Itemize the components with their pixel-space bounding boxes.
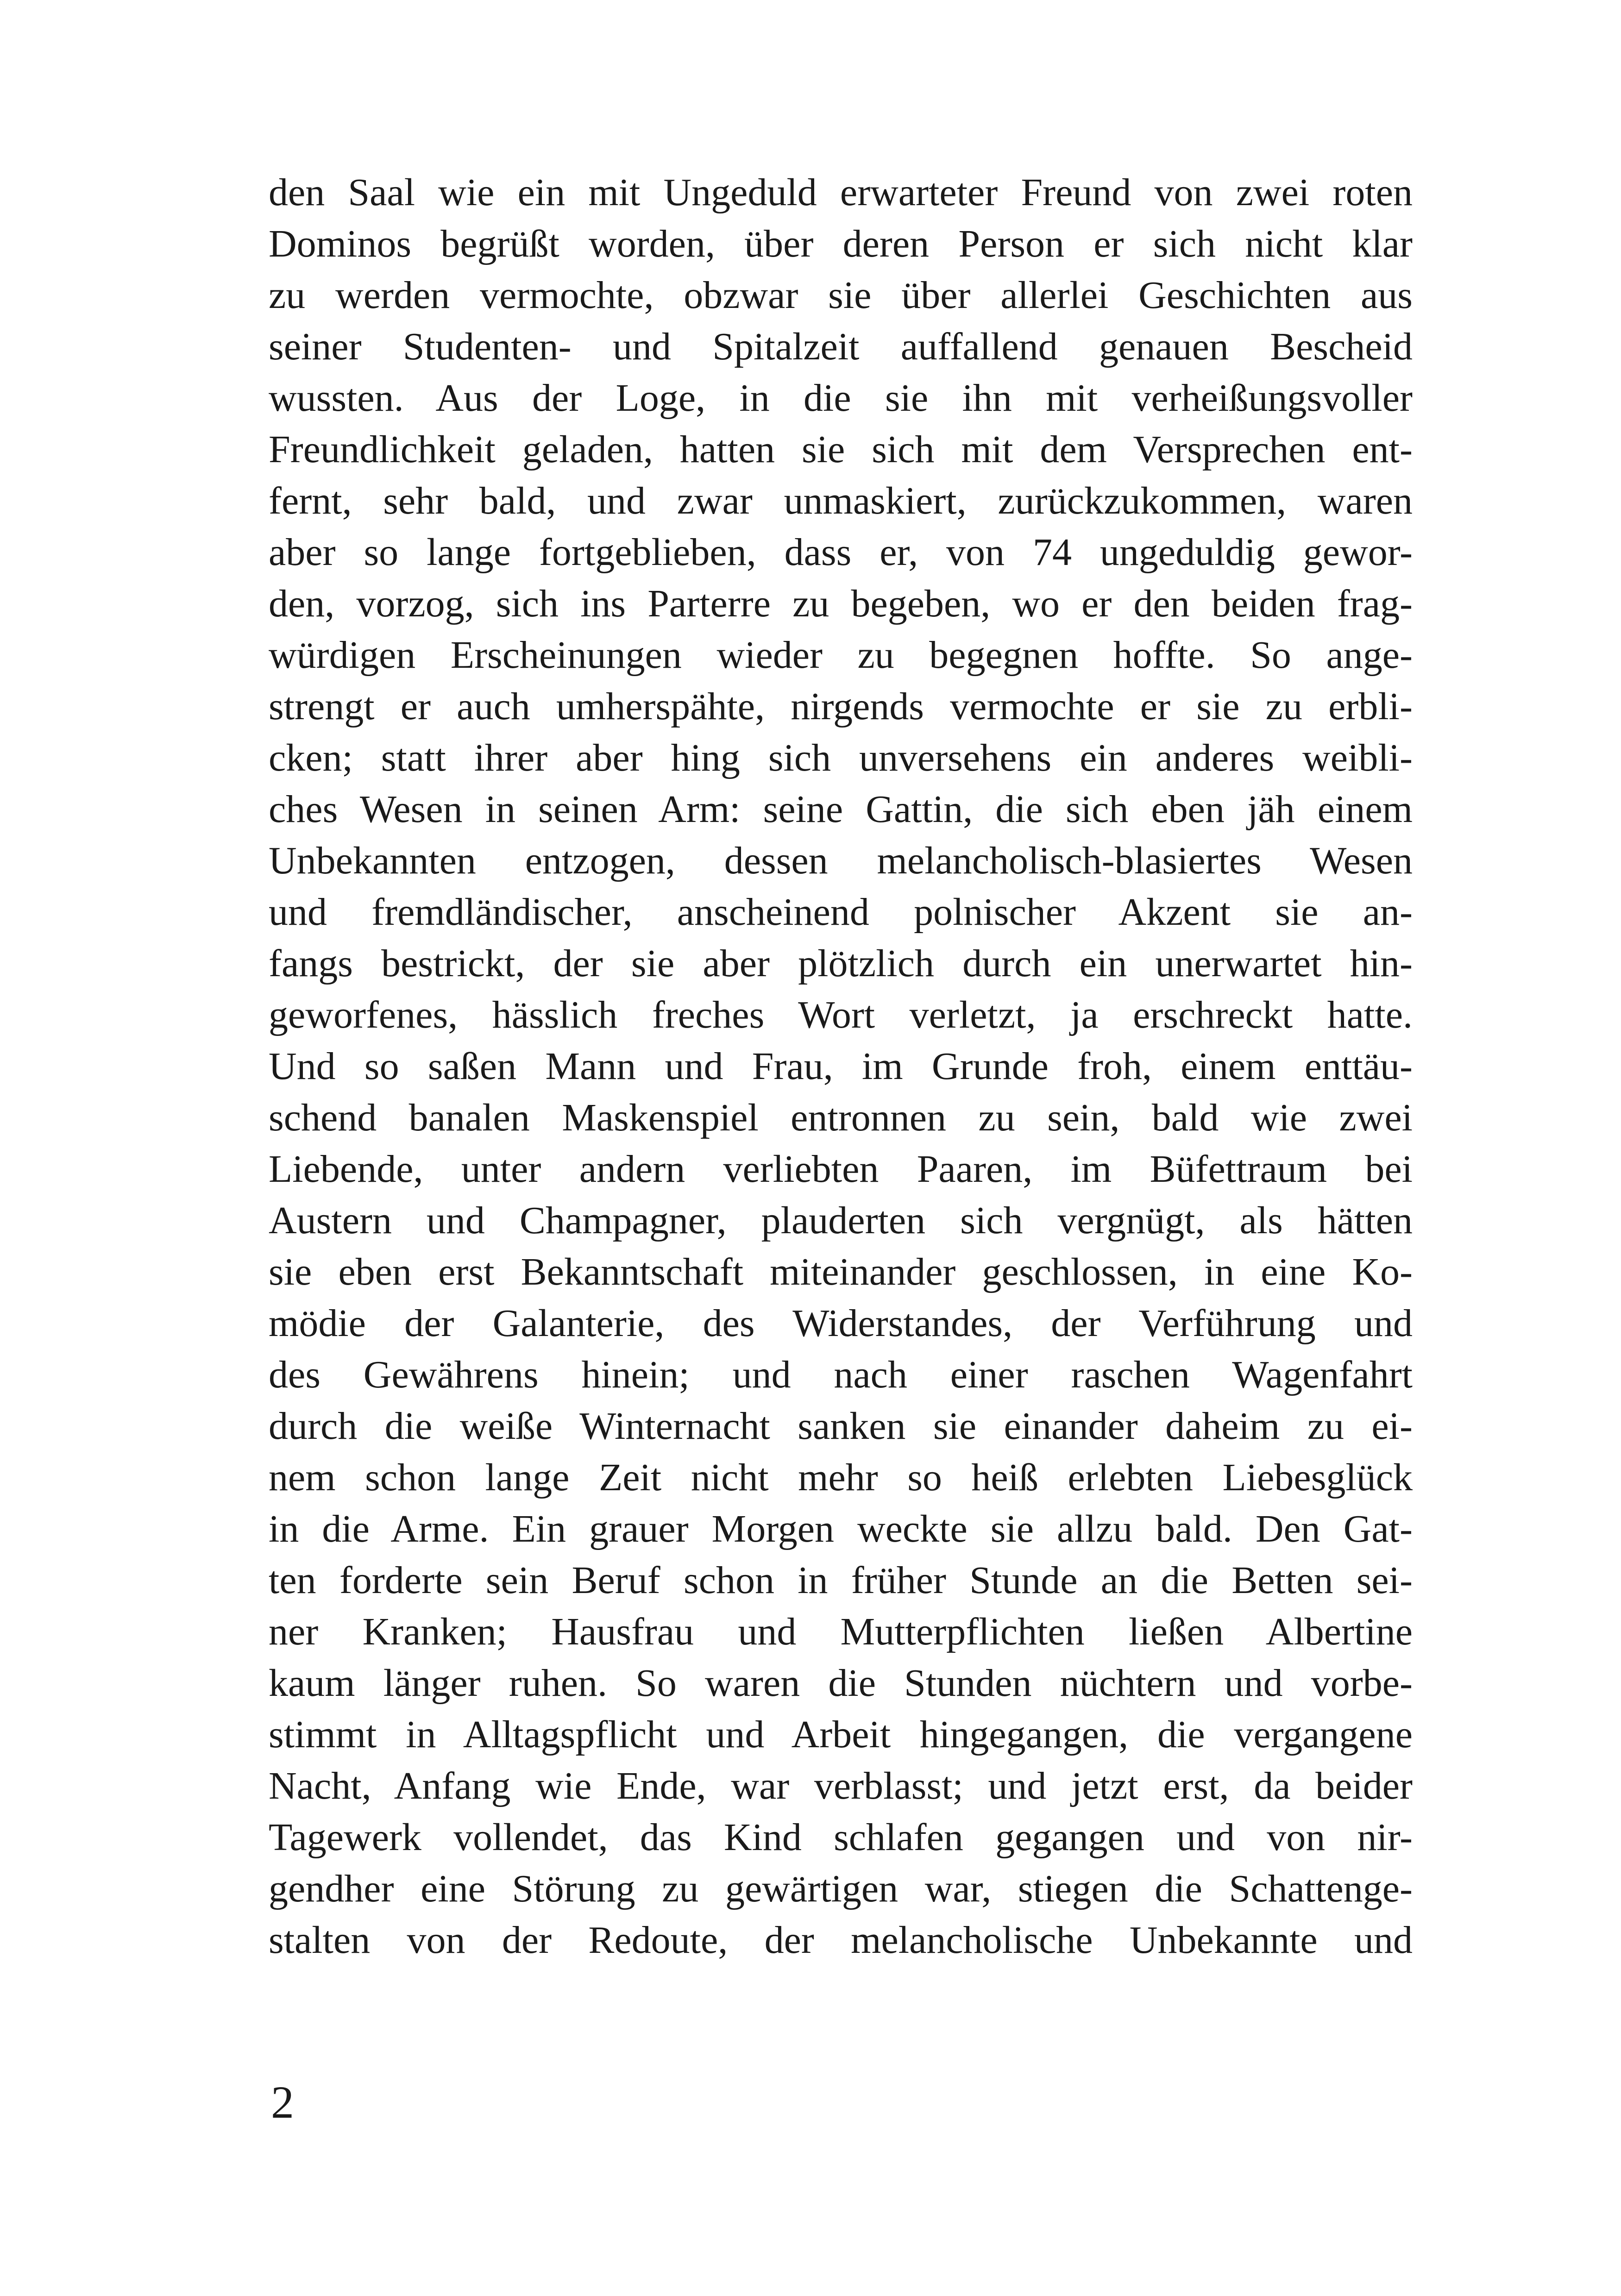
text-line: geworfenes, hässlich freches Wort verletzt, ja erschreckt hatte. (269, 993, 1413, 1036)
text-line: gendher eine Störung zu gewärtigen war, stiegen die Schattenge- (269, 1867, 1413, 1910)
text-line: nem schon lange Zeit nicht mehr so heiß erlebten Liebesglück (269, 1456, 1413, 1499)
text-line: wussten. Aus der Loge, in die sie ihn mit verheißungsvoller (269, 376, 1413, 420)
text-line: schend banalen Maskenspiel entronnen zu sein, bald wie zwei (269, 1096, 1413, 1139)
page-number: 2 (271, 2076, 294, 2128)
text-line: ten forderte sein Beruf schon in früher Stunde an die Betten sei- (269, 1559, 1413, 1602)
text-line: Dominos begrüßt worden, über deren Person er sich nicht klar (269, 222, 1413, 265)
text-line: durch die weiße Winternacht sanken sie einander daheim zu ei- (269, 1405, 1413, 1448)
text-line: fangs bestrickt, der sie aber plötzlich durch ein unerwartet hin- (269, 942, 1413, 985)
text-line: stimmt in Alltagspflicht und Arbeit hingegangen, die vergangene (269, 1713, 1413, 1756)
text-line: kaum länger ruhen. So waren die Stunden nüchtern und vorbe- (269, 1662, 1413, 1705)
text-line: Nacht, Anfang wie Ende, war verblasst; und jetzt erst, da beider (269, 1764, 1413, 1807)
text-line: Austern und Champagner, plauderten sich vergnügt, als hätten (269, 1199, 1413, 1242)
text-line: des Gewährens hinein; und nach einer raschen Wagenfahrt (269, 1353, 1413, 1396)
text-line: ches Wesen in seinen Arm: seine Gattin, die sich eben jäh einem (269, 788, 1413, 831)
text-line: cken; statt ihrer aber hing sich unversehens ein anderes weibli- (269, 736, 1413, 779)
text-line: stalten von der Redoute, der melancholische Unbekannte und (269, 1919, 1413, 1962)
text-line: zu werden vermochte, obzwar sie über allerlei Geschichten aus (269, 274, 1413, 317)
text-line: Freundlichkeit geladen, hatten sie sich mit dem Versprechen ent- (269, 428, 1413, 471)
text-line: den Saal wie ein mit Ungeduld erwarteter Freund von zwei roten (269, 171, 1413, 214)
text-line: strengt er auch umherspähte, nirgends vermochte er sie zu erbli- (269, 685, 1413, 728)
text-line: ner Kranken; Hausfrau und Mutterpflichten ließen Albertine (269, 1610, 1413, 1653)
body-text (269, 167, 1413, 1966)
text-line: in die Arme. Ein grauer Morgen weckte sie allzu bald. Den Gat- (269, 1507, 1413, 1550)
text-line: Liebende, unter andern verliebten Paaren, im Büfettraum bei (269, 1148, 1413, 1191)
text-line: fernt, sehr bald, und zwar unmaskiert, zurückzukommen, waren (269, 479, 1413, 522)
text-line: Tagewerk vollendet, das Kind schlafen gegangen und von nir- (269, 1816, 1413, 1859)
text-line: Und so saßen Mann und Frau, im Grunde froh, einem enttäu- (269, 1045, 1413, 1088)
text-line: den, vorzog, sich ins Parterre zu begeben, wo er den beiden frag- (269, 582, 1413, 625)
text-line: mödie der Galanterie, des Widerstandes, der Verführung und (269, 1302, 1413, 1345)
text-line: Unbekannten entzogen, dessen melancholisch-blasiertes Wesen (269, 839, 1413, 882)
text-line: und fremdländischer, anscheinend polnischer Akzent sie an- (269, 891, 1413, 934)
text-line: seiner Studenten- und Spitalzeit auffallend genauen Bescheid (269, 325, 1413, 368)
text-line: würdigen Erscheinungen wieder zu begegnen hoffte. So ange- (269, 634, 1413, 677)
text-line: aber so lange fortgeblieben, dass er, von 74 ungeduldig gewor- (269, 531, 1413, 574)
text-line: sie eben erst Bekanntschaft miteinander geschlossen, in eine Ko- (269, 1250, 1413, 1293)
